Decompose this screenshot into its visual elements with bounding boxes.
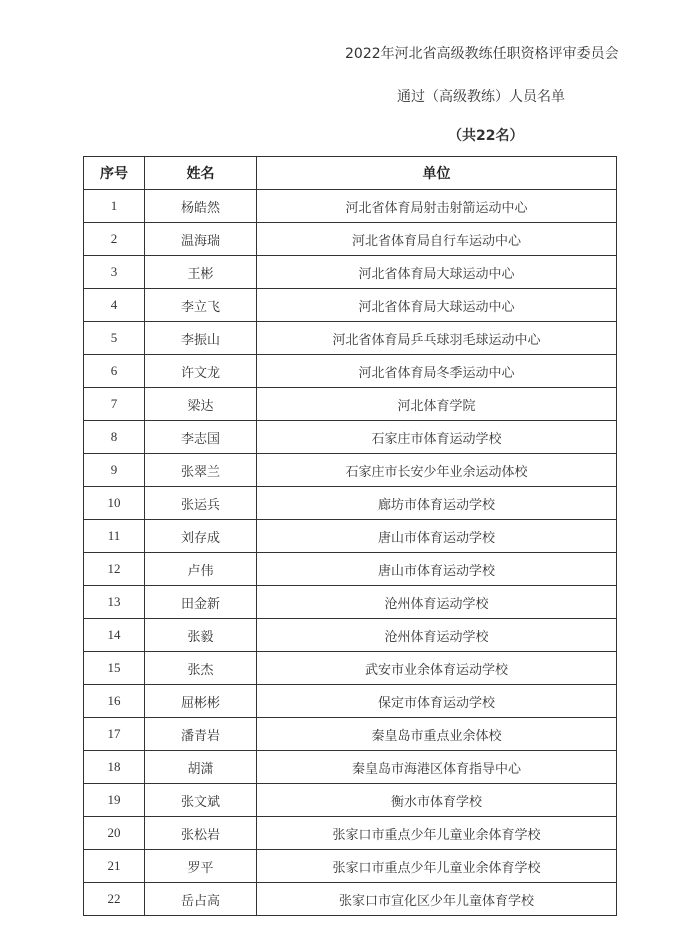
cell-number: 20 (84, 817, 145, 850)
cell-name: 张松岩 (145, 817, 257, 850)
table-row (84, 850, 617, 883)
document-title: 2022年河北省高级教练任职资格评审委员会 (345, 46, 619, 62)
cell-name: 李立飞 (145, 289, 257, 322)
cell-number: 12 (84, 553, 145, 586)
table-row (84, 190, 617, 223)
cell-unit: 河北体育学院 (257, 388, 617, 421)
total-count: （共22名） (448, 128, 524, 144)
roster-table (83, 156, 617, 916)
cell-number: 16 (84, 685, 145, 718)
cell-unit: 河北省体育局乒乓球羽毛球运动中心 (257, 322, 617, 355)
table-row (84, 388, 617, 421)
cell-number: 3 (84, 256, 145, 289)
table-row (84, 421, 617, 454)
column-header-unit: 单位 (257, 157, 617, 190)
table-row (84, 520, 617, 553)
cell-unit: 石家庄市体育运动学校 (257, 421, 617, 454)
table-header-row (84, 157, 617, 190)
cell-name: 刘存成 (145, 520, 257, 553)
cell-number: 1 (84, 190, 145, 223)
table-row (84, 322, 617, 355)
cell-number: 8 (84, 421, 145, 454)
cell-number: 22 (84, 883, 145, 916)
cell-unit: 张家口市重点少年儿童业余体育学校 (257, 817, 617, 850)
column-header-name: 姓名 (145, 157, 257, 190)
cell-number: 4 (84, 289, 145, 322)
cell-number: 5 (84, 322, 145, 355)
cell-name: 张杰 (145, 652, 257, 685)
cell-unit: 河北省体育局大球运动中心 (257, 289, 617, 322)
cell-unit: 秦皇岛市重点业余体校 (257, 718, 617, 751)
column-header-number: 序号 (84, 157, 145, 190)
cell-name: 胡潇 (145, 751, 257, 784)
table-row (84, 784, 617, 817)
table-row (84, 718, 617, 751)
cell-number: 17 (84, 718, 145, 751)
cell-unit: 河北省体育局冬季运动中心 (257, 355, 617, 388)
cell-unit: 沧州体育运动学校 (257, 619, 617, 652)
table-row (84, 487, 617, 520)
cell-unit: 河北省体育局自行车运动中心 (257, 223, 617, 256)
table-row (84, 751, 617, 784)
cell-name: 杨皓然 (145, 190, 257, 223)
cell-name: 屈彬彬 (145, 685, 257, 718)
cell-number: 15 (84, 652, 145, 685)
cell-number: 2 (84, 223, 145, 256)
cell-name: 岳占高 (145, 883, 257, 916)
table-row (84, 586, 617, 619)
cell-name: 温海瑞 (145, 223, 257, 256)
cell-name: 张运兵 (145, 487, 257, 520)
cell-unit: 沧州体育运动学校 (257, 586, 617, 619)
cell-number: 9 (84, 454, 145, 487)
table-row (84, 883, 617, 916)
cell-unit: 保定市体育运动学校 (257, 685, 617, 718)
cell-name: 李志国 (145, 421, 257, 454)
cell-number: 13 (84, 586, 145, 619)
cell-number: 7 (84, 388, 145, 421)
cell-name: 罗平 (145, 850, 257, 883)
table-row (84, 454, 617, 487)
cell-unit: 唐山市体育运动学校 (257, 553, 617, 586)
cell-number: 11 (84, 520, 145, 553)
cell-unit: 张家口市宣化区少年儿童体育学校 (257, 883, 617, 916)
table-row (84, 553, 617, 586)
cell-unit: 河北省体育局射击射箭运动中心 (257, 190, 617, 223)
cell-unit: 衡水市体育学校 (257, 784, 617, 817)
cell-number: 6 (84, 355, 145, 388)
table-body (84, 190, 617, 916)
cell-number: 19 (84, 784, 145, 817)
cell-unit: 张家口市重点少年儿童业余体育学校 (257, 850, 617, 883)
cell-name: 许文龙 (145, 355, 257, 388)
cell-number: 10 (84, 487, 145, 520)
table-row (84, 223, 617, 256)
table-row (84, 256, 617, 289)
cell-unit: 秦皇岛市海港区体育指导中心 (257, 751, 617, 784)
table-row (84, 289, 617, 322)
table-row (84, 817, 617, 850)
cell-name: 卢伟 (145, 553, 257, 586)
cell-unit: 河北省体育局大球运动中心 (257, 256, 617, 289)
cell-name: 潘青岩 (145, 718, 257, 751)
cell-unit: 唐山市体育运动学校 (257, 520, 617, 553)
cell-name: 田金新 (145, 586, 257, 619)
cell-unit: 石家庄市长安少年业余运动体校 (257, 454, 617, 487)
document-subtitle: 通过（高级教练）人员名单 (397, 89, 565, 105)
cell-unit: 廊坊市体育运动学校 (257, 487, 617, 520)
cell-unit: 武安市业余体育运动学校 (257, 652, 617, 685)
cell-name: 张翠兰 (145, 454, 257, 487)
cell-name: 梁达 (145, 388, 257, 421)
cell-number: 18 (84, 751, 145, 784)
cell-name: 李振山 (145, 322, 257, 355)
table-row (84, 619, 617, 652)
table-row (84, 652, 617, 685)
table-row (84, 355, 617, 388)
cell-name: 张文斌 (145, 784, 257, 817)
cell-number: 21 (84, 850, 145, 883)
cell-number: 14 (84, 619, 145, 652)
cell-name: 王彬 (145, 256, 257, 289)
cell-name: 张毅 (145, 619, 257, 652)
table-row (84, 685, 617, 718)
